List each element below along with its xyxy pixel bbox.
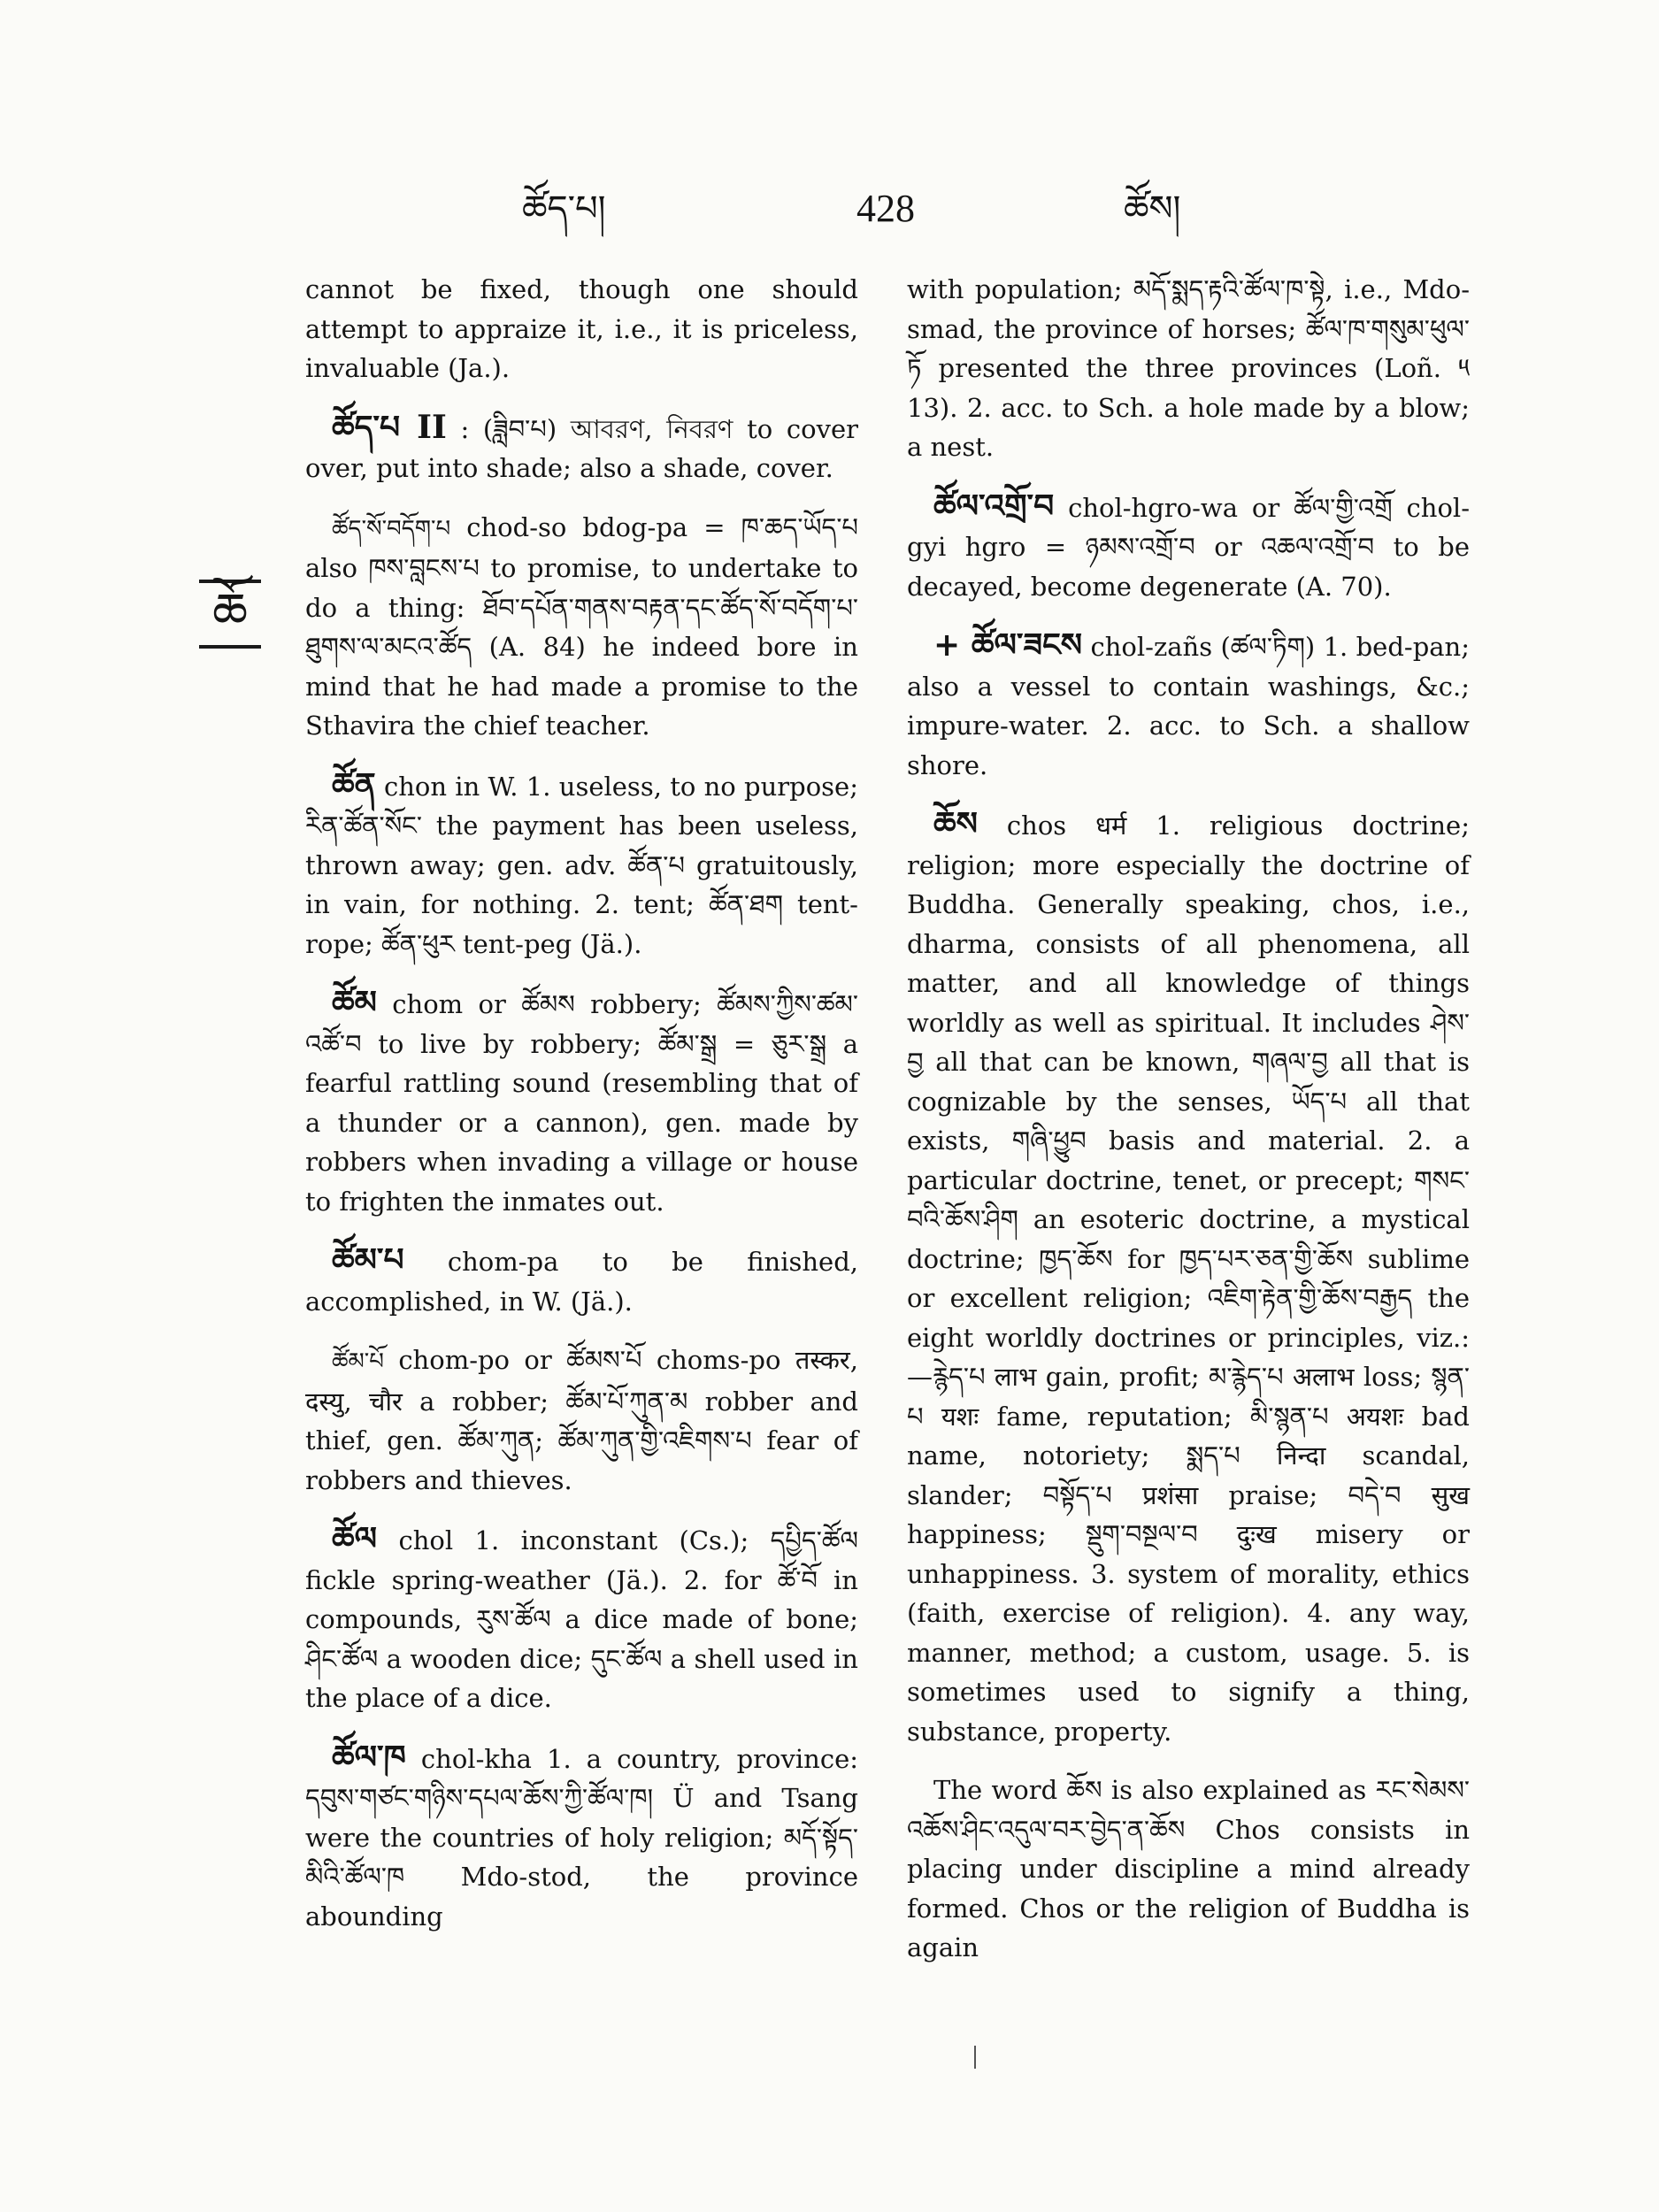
dictionary-entry (907, 626, 1470, 785)
entry-text: chos धर्म 1. religious doctrine; religion; more especially the doctrine of Buddha. Generally speaking, chos, i.e., dharma, consists of all phenomena, all matter, and all knowledge of things worldly as well as spiritual. It includes ཤེས་བྱ all that can be known, གཞལ་བྱ all that is cognizable by the senses, ཡོད་པ all that exists, གཞི་ཕྱུབ basis and material. 2. a particular doctrine, tenet, or precept; གསང་བའི་ཆོས་ཤིག an esoteric doctrine, a mystical doctrine; ཁྱད་ཆོས for ཁྱད་པར་ཅན་གྱི་ཆོས sublime or excellent religion; འཇིག་རྟེན་གྱི་ཆོས་བརྒྱད the eight worldly doctrines or principles, viz.:—རྙེད་པ लाभ gain, profit; མ་རྙེད་པ अलाभ loss; སྙན་པ यशः fame, reputation; མི་སྙན་པ अयशः bad name, notoriety; སྨད་པ निन्दा scandal, slander; བསྟོད་པ प्रशंसा praise; བདེ་བ सुख happiness; སྡུག་བསྔལ་བ दुःख misery or unhappiness. 3. system of morality, ethics (faith, exercise of religion). 4. any way, manner, method; a custom, usage. 5. is sometimes used to signify a thing, substance, property. (907, 810, 1470, 1747)
dictionary-entry (907, 804, 1470, 1751)
entry-text: chol 1. inconstant (Cs.); དཔྱིད་ཚོལ fickle spring-weather (Jä.). 2. for ཚོ་བོ in compounds, རུས་ཚོལ a dice made of bone; ཤིང་ཚོལ a wooden dice; དུང་ཚོལ a shell used in the place of a dice. (305, 1525, 859, 1713)
left-column (305, 270, 858, 1955)
print-mark (974, 2046, 976, 2069)
entry-headword: ཚོད་པ II (332, 408, 447, 446)
dictionary-entry (305, 270, 858, 388)
running-head-right: ཚོས། (1124, 188, 1181, 229)
entry-headword: + ཚོལ་ཟངས (933, 626, 1083, 664)
entry-headword: ཚོད་སོ་བདོག་པ (332, 515, 451, 542)
entry-text: cannot be fixed, though one should attempt to appraize it, i.e., it is priceless, invaluable (Ja.). (305, 274, 858, 383)
dictionary-entry (305, 1738, 858, 1937)
entry-headword: ཚོལ་ཁ (332, 1738, 406, 1776)
entry-text: : (ཟླིབ་པ) আবরণ, নিবরণ to cover over, put into shade; also a shade, cover. (305, 413, 859, 483)
entry-headword: ཆོས (933, 805, 978, 842)
dictionary-entry (305, 408, 858, 488)
entry-text: chom or ཚོམས robbery; ཚོམས་ཀྱིས་ཚམ་འཚོ་བ to live by robbery; ཚོམ་སྒྲ = ཅུར་སྒྲ a fearful rattling sound (resembling that of a thunder or a cannon), gen. made by robbers when invading a village or house to frighten the inmates out. (305, 989, 858, 1217)
entry-headword: ཚོམ་པ (332, 1241, 404, 1279)
dictionary-entry (305, 983, 858, 1221)
page-number: 428 (856, 187, 915, 230)
entry-text: chon in W. 1. useless, to no purpose; རིན་ཚོན་སོང་ the payment has been useless, thrown away; gen. adv. ཚོན་པ gratuitously, in vain, for nothing. 2. tent; ཚོན་ཐག tent-rope; ཚོན་ཕུར tent-peg (Jä.). (305, 771, 858, 959)
entry-text: chol-kha 1. a country, province: དབུས་གཙང་གཉིས་དཔལ་ཆོས་ཀྱི་ཚོལ་ཁ། Ü and Tsang were the countries of holy religion; མདོ་སྟོད་མིའི་ཚོལ་ཁ Mdo-stod, the province abounding (305, 1743, 859, 1932)
dictionary-entry (907, 487, 1470, 607)
dictionary-entry (305, 1240, 858, 1321)
entry-headword: ཚོན (332, 765, 376, 803)
running-head-left: ཚོད་པ། (522, 188, 606, 229)
dictionary-entry (305, 765, 858, 964)
entry-headword: ཚོལ་འགྲོ་བ (933, 487, 1055, 525)
entry-text: chol-zañs (ཚལ་ཏིག) 1. bed-pan; also a vessel to contain washings, &c.; impure-water. 2. acc. to Sch. a shallow shore. (907, 632, 1471, 780)
dictionary-entry (305, 508, 858, 746)
entry-text: with population; མདོ་སྨད་རྟའི་ཚོལ་ཁ་སྟེ, i.e., Mdo-smad, the province of horses; ཚོལ་ཁ་གསུམ་ཕུལ་ཏོ presented the three provinces (Loñ. ༥ 13). 2. acc. to Sch. a hole made by a blow; a nest. (907, 274, 1470, 462)
entry-text: The word ཆོས is also explained as རང་སེམས་འཆོས་ཤིང་འདུལ་བར་བྱེད་ན་ཆོས Chos consists in placing under discipline a mind already formed. Chos or the religion of Buddha is again (907, 1775, 1470, 1962)
entry-headword: ཚོམ (332, 984, 377, 1021)
entry-text: chom-po or ཚོམས་པོ choms-po तस्कर, दस्यु, चौर a robber; ཚོམ་པོ་ཀུན་མ robber and thief, gen. ཚོམ་ཀུན; ཚོམ་ཀུན་གྱི་འཇིགས་པ fear of robbers and thieves. (305, 1345, 858, 1495)
entry-headword: ཚོམ་པོ (332, 1348, 384, 1375)
entry-text: chod-so bdog-pa = ཁ་ཆད་ཡོད་པ also ཁས་བླངས་པ to promise, to undertake to do a thing: ཐོབ་དཔོན་གནས་བརྟན་དང་ཚོད་སོ་བདོག་པ་ཐུགས་ལ་མངའ་ཚོད (A. 84) he indeed bore in mind that he had made a promise to the Sthavira the chief teacher. (305, 511, 859, 741)
right-column (907, 270, 1470, 1987)
dictionary-entry (305, 1340, 858, 1500)
dictionary-entry (907, 270, 1470, 467)
dictionary-entry (305, 1519, 858, 1718)
dictionary-entry (907, 1770, 1470, 1968)
entry-headword: ཚོལ (332, 1520, 378, 1557)
margin-letter-glyph: ཆོ (199, 580, 261, 649)
entry-text: chol-hgro-wa or ཚོལ་གྱི་འགྲོ chol-gyi hgro = ཉམས་འགྲོ་བ or འཆལ་འགྲོ་བ to be decayed, become degenerate (A. 70). (907, 492, 1470, 602)
entry-text: chom-pa to be finished, accomplished, in W. (Jä.). (305, 1247, 859, 1317)
